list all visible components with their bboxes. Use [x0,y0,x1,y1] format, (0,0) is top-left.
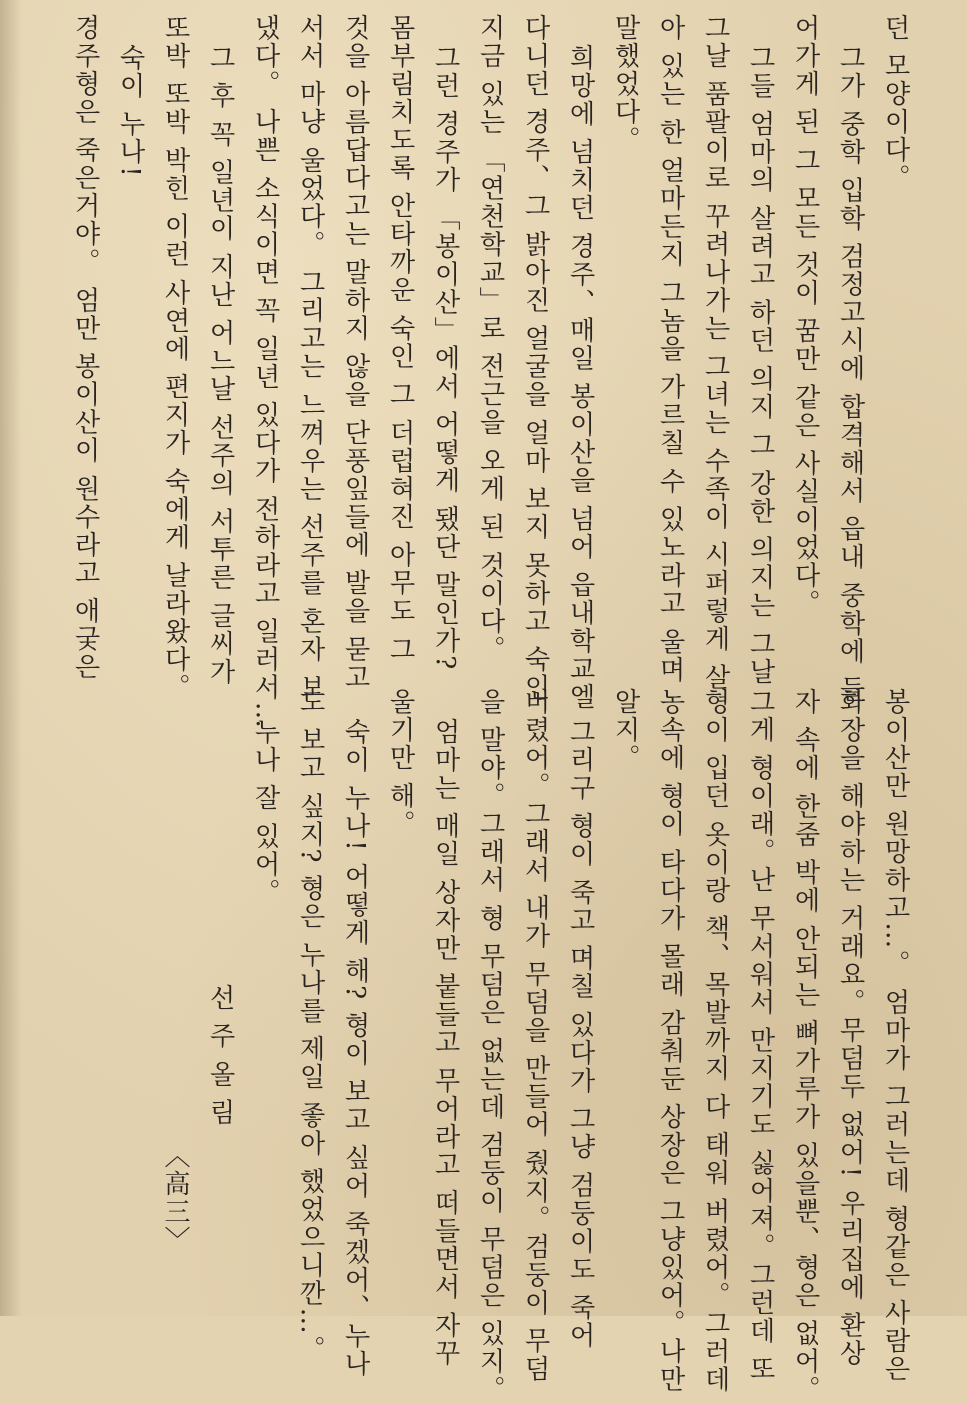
letter-signature: 선 주 올 림 [205,984,235,1127]
text-line: 지금 있는 「연천학교」로 전근을 오게 된 것이다。 [475,14,505,664]
text-line: 자 속에 한줌 박에 안되는 뼈가루가 있을뿐、형은 없어。 [790,688,820,1404]
grade-label: 〈高三〉 [160,1142,190,1254]
text-line: 그게 형이래。난 무서워서 만지기도 싫어져。그런데 또 [745,688,775,1384]
text-line: 알지。 [610,688,640,772]
text-line: 버렸어。그래서 내가 무덤을 만들어 줬지。검둥이 무덤 [520,688,550,1384]
text-line: 몸부림치도록 안타까운 숙인 그 더럽혀진 아무도 그 [385,14,415,664]
text-line: 화장을 해야하는 거래요。무덤두 없어! 우리집에 환상 [835,688,865,1368]
upper-text-block [62,14,917,730]
text-line: 울기만 해。 [385,688,415,839]
text-line: 농속에 형이 타다가 몰래 감춰둔 상장은 그냥있어。나만 [655,688,685,1394]
text-line: 그 후 꼭 일년이 지난 어느날 선주의 서투른 글씨가 [205,44,235,687]
text-line: 어가게 된 그 모든 것이 꿈만 같은 사실이었다。 [790,14,820,618]
text-line: 던 모양이다。 [880,14,910,193]
text-line: 숙이 누나! 어떻게 해? 형이 보고 싶어 죽겠어、누나 [340,718,370,1379]
text-line: 말했었다。 [610,14,640,154]
text-line: 냈다。 나쁜 소식이면 꼭 일년 있다가 전하라고 일러서… [250,14,280,730]
text-line: 서서 마냥 울었다。 그리고는 느껴우는 선주를 혼자 보 [295,14,325,702]
text-line: 엄마는 매일 상자만 붙들고 무어라고 떠들면서 자꾸 [430,718,460,1368]
text-line: 그가 중학 입학 검정고시에 합격해서 읍내 중학에 들 [835,44,865,704]
letter-salutation: 숙이 누나! [115,44,145,179]
text-line: 또박 또박 박힌 이런 사연에 편지가 숙에게 날라왔다。 [160,14,190,702]
text-line: 희망에 넘치던 경주、매일 봉이산을 넘어 읍내학교엘 [565,44,595,712]
text-line: 아 있는 한 얼마든지 그놈을 가르칠 수 있노라고 울며 [655,14,685,685]
text-line: 그런 경주가 「봉이산」에서 어떻게 됐단 말인가? [430,44,460,672]
text-line: 그리구 형이 죽고 며칠 있다가 그냥 검둥이도 죽어 [565,718,595,1350]
lower-text-block [152,688,917,1404]
text-line: 그날 품팔이로 꾸려나가는 그녀는 수족이 시퍼렇게 살 [700,14,730,692]
text-line: 형이 입던 옷이랑 책、목발까지 다 태워 버렸어。그러데 [700,688,730,1394]
text-line: 것을 아름답다고는 말하지 않을 단풍잎들에 발을 묻고 [340,14,370,692]
text-line: 누나 잘 있어。 [250,718,280,907]
text-line: 봉이산만 원망하고…。 엄마가 그러는데 형같은 사람은 [880,688,910,1384]
text-line: 을 말야。그래서 형 무덤은 없는데 검둥이 무덤은 있지。 [475,688,505,1404]
text-line: 도 보고 싶지? 형은 누나를 제일 좋아 했었으니깐…。 [295,688,325,1364]
text-line: 그들 엄마의 살려고 하던 의지 그 강한 의지는 그날 [745,44,775,687]
text-line: 다니던 경주、그 밝아진 얼굴을 얼마 보지 못하고 숙인 [520,14,550,702]
text-line: 경주형은 죽은거야。 엄만 봉이산이 원수라고 애궂은 [70,14,100,682]
